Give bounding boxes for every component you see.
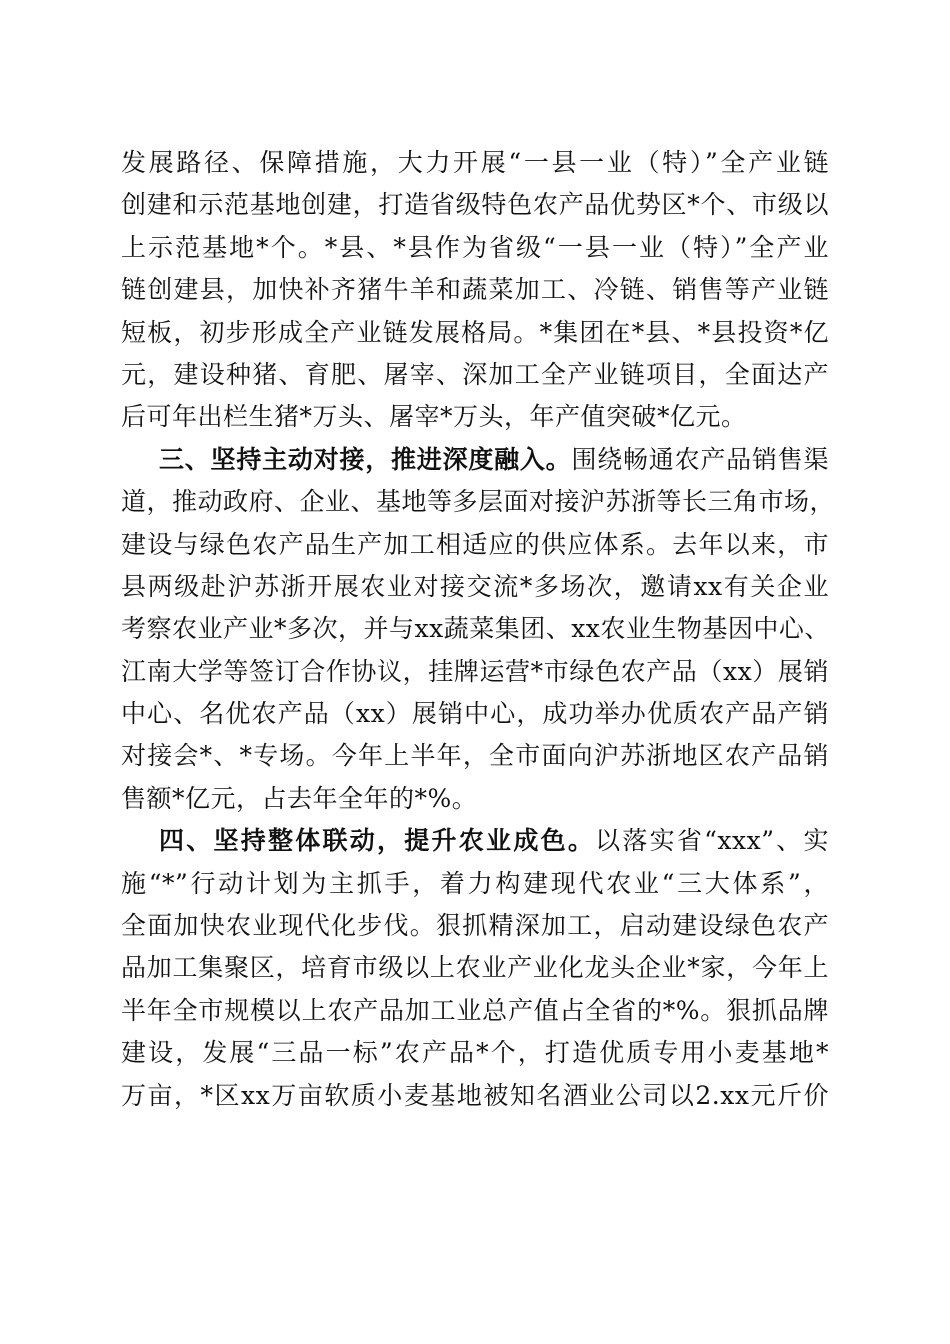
text-line: 建设，发展“三品一标”农产品*个，打造优质专用小麦基地*	[121, 1038, 829, 1068]
text-line: 考察农业产业*多次，并与xx蔬菜集团、xx农业生物基因中心、	[121, 614, 830, 644]
paragraph-3	[121, 820, 829, 1117]
text-line: 发展路径、保障措施，大力开展“一县一业（特）”全产业链	[121, 148, 829, 177]
text-line: 上示范基地*个。*县、*县作为省级“一县一业（特）”全产业	[121, 232, 829, 262]
text-line: 中心、名优农产品（xx）展销中心，成功举办优质农产品产销	[121, 699, 829, 729]
text-line: 售额*亿元，占去年全年的*%。	[121, 783, 478, 813]
text-line: 江南大学等签订合作协议，挂牌运营*市绿色农产品（xx）展销	[121, 656, 829, 686]
text-line	[121, 820, 829, 862]
text-line: 全面加快农业现代化步伐。狠抓精深加工，启动建设绿色农产	[121, 911, 829, 941]
text-line: 施“*”行动计划为主抓手，着力构建现代农业“三大体系”，	[121, 868, 829, 898]
heading-line-rest: 围绕畅通农产品销售渠	[571, 444, 829, 474]
text-line: 建设与绿色农产品生产加工相适应的供应体系。去年以来，市	[121, 529, 829, 559]
section-heading: 四、坚持整体联动，提升农业成色。	[159, 826, 596, 856]
text-line: 短板，初步形成全产业链发展格局。*集团在*县、*县投资*亿	[121, 317, 829, 347]
text-line: 链创建县，加快补齐猪牛羊和蔬菜加工、冷链、销售等产业链	[121, 275, 829, 305]
text-line: 县两级赴沪苏浙开展农业对接交流*多场次，邀请xx有关企业	[121, 571, 829, 601]
text-line	[121, 439, 829, 481]
heading-line-rest: 以落实省“xxx”、实	[595, 826, 829, 856]
text-line: 元，建设种猪、育肥、屠宰、深加工全产业链项目，全面达产	[121, 359, 829, 389]
text-line: 道，推动政府、企业、基地等多层面对接沪苏浙等长三角市场，	[121, 487, 836, 517]
text-line: 创建和示范基地创建，打造省级特色农产品优势区*个、市级以	[121, 190, 829, 220]
text-line: 万亩，*区xx万亩软质小麦基地被知名酒业公司以2.xx元斤价	[121, 1080, 829, 1110]
paragraph-1	[121, 142, 829, 439]
text-line: 品加工集聚区，培育市级以上农业产业化龙头企业*家，今年上	[121, 953, 829, 983]
section-heading: 三、坚持主动对接，推进深度融入。	[159, 444, 572, 474]
text-line: 半年全市规模以上农产品加工业总产值占全省的*%。狠抓品牌	[121, 995, 829, 1025]
text-line: 后可年出栏生猪*万头、屠宰*万头，年产值突破*亿元。	[121, 402, 747, 432]
document-page	[121, 142, 836, 1117]
paragraph-2	[121, 439, 836, 821]
text-line: 对接会*、*专场。今年上半年，全市面向沪苏浙地区农产品销	[121, 741, 829, 771]
